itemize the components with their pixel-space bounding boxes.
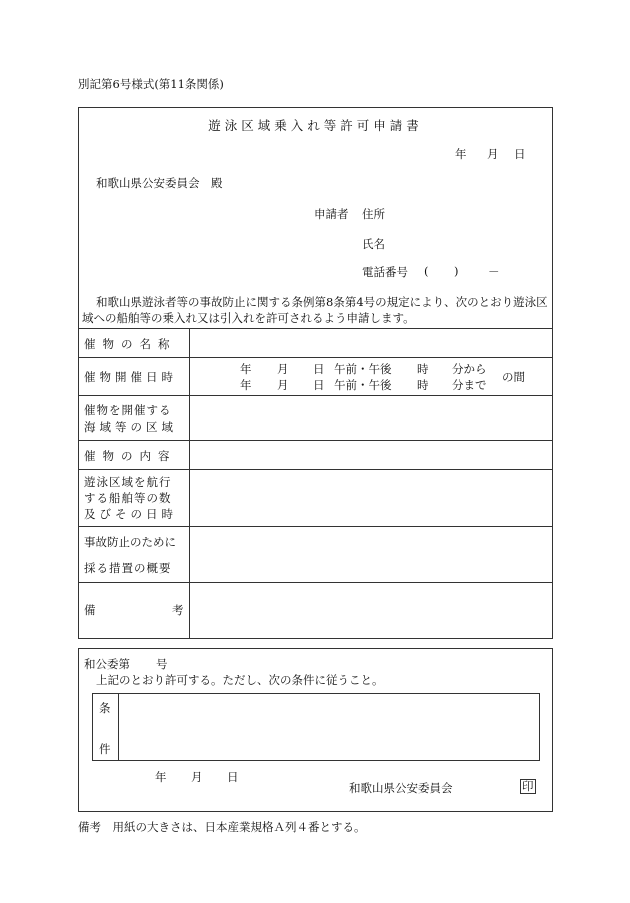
permit-number-suffix: 号 xyxy=(156,657,168,671)
conditions-divider xyxy=(118,693,119,761)
measures-label-line-2: 採る措置の概要 xyxy=(84,561,172,575)
from-day-label: 日 xyxy=(313,362,325,376)
table-top-rule xyxy=(78,328,553,329)
from-minute-label: 分から xyxy=(452,362,487,376)
from-year-label: 年 xyxy=(240,362,252,376)
table-rule-6 xyxy=(78,526,553,527)
navigation-label-line-1: 遊泳区域を航行 xyxy=(84,475,172,489)
footnote: 備考 用紙の大きさは、日本産業規格Ａ列４番とする。 xyxy=(78,820,366,834)
remarks-label-left: 備 xyxy=(84,603,96,617)
phone-dash: － xyxy=(488,265,500,279)
table-rule-5 xyxy=(78,469,553,470)
date-month-label: 月 xyxy=(487,147,499,161)
body-text-line-1: 和歌山県遊泳者等の事故防止に関する条例第8条第4号の規定により、次のとおり遊泳区 xyxy=(96,295,548,309)
permit-date-month: 月 xyxy=(191,770,203,784)
to-ampm-label: 午前・午後 xyxy=(334,378,392,392)
body-text-line-2: 域への船舶等の乗入れ又は引入れを許可されるよう申請します。 xyxy=(82,311,415,325)
table-rule-7 xyxy=(78,582,553,583)
permit-number-label: 和公委第 xyxy=(84,657,130,671)
seal-mark: 印 xyxy=(522,779,534,793)
event-datetime-label: 催物開催日時 xyxy=(84,370,177,384)
to-day-label: 日 xyxy=(313,378,325,392)
event-name-label: 催物の名称 xyxy=(84,337,177,351)
area-label-line-1: 催物を開催する xyxy=(84,403,172,417)
table-rule-4 xyxy=(78,440,553,441)
permit-date-year: 年 xyxy=(155,770,167,784)
to-month-label: 月 xyxy=(277,378,289,392)
name-label: 氏名 xyxy=(362,237,385,251)
to-year-label: 年 xyxy=(240,378,252,392)
measures-label-line-1: 事故防止のために xyxy=(84,535,176,549)
form-title: 遊泳区域乗入れ等許可申請書 xyxy=(208,118,423,133)
applicant-label: 申請者 xyxy=(314,207,349,221)
from-month-label: 月 xyxy=(277,362,289,376)
navigation-label-line-2: する船舶等の数 xyxy=(84,491,172,505)
datetime-between-label: の間 xyxy=(502,370,525,384)
permit-statement: 上記のとおり許可する。ただし、次の条件に従うこと。 xyxy=(96,673,384,687)
table-rule-2 xyxy=(78,357,553,358)
addressee: 和歌山県公安委員会 殿 xyxy=(96,176,223,190)
remarks-label-right: 考 xyxy=(172,603,184,617)
phone-label: 電話番号 xyxy=(362,265,408,279)
area-label-line-2: 海域等の区域 xyxy=(84,420,177,434)
conditions-box xyxy=(92,693,540,761)
table-rule-3 xyxy=(78,395,553,396)
content-label: 催物の内容 xyxy=(84,449,177,463)
phone-paren-close: ) xyxy=(454,264,459,278)
issuer-name: 和歌山県公安委員会 xyxy=(349,781,453,795)
to-hour-label: 時 xyxy=(417,378,429,392)
from-hour-label: 時 xyxy=(417,362,429,376)
permit-date-day: 日 xyxy=(227,770,239,784)
conditions-label-bottom: 件 xyxy=(99,742,111,756)
from-ampm-label: 午前・午後 xyxy=(334,362,392,376)
date-year-label: 年 xyxy=(455,147,467,161)
to-minute-label: 分まで xyxy=(452,378,487,392)
address-label: 住所 xyxy=(362,207,385,221)
phone-paren-open: ( xyxy=(424,264,429,278)
form-number-label: 別記第6号様式(第11条関係) xyxy=(78,77,224,91)
table-column-divider xyxy=(189,328,190,639)
date-day-label: 日 xyxy=(514,147,526,161)
navigation-label-line-3: 及びその日時 xyxy=(84,507,177,521)
conditions-label-top: 条 xyxy=(99,701,111,715)
